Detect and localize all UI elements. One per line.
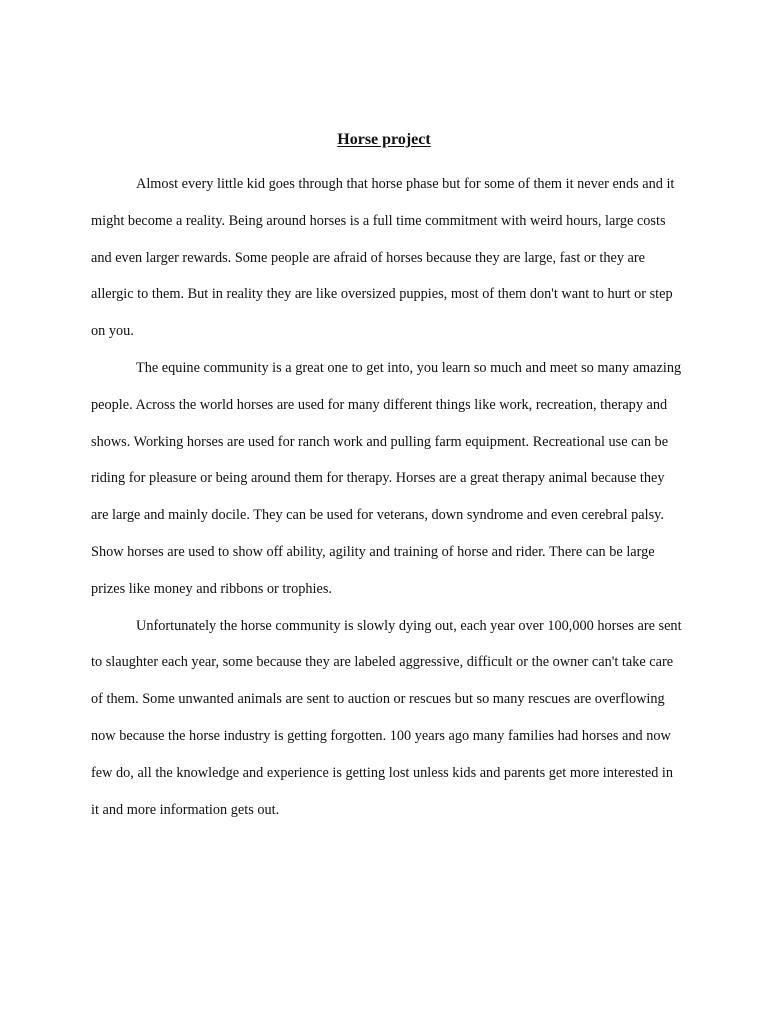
paragraph-2: The equine community is a great one to get into, you learn so much and meet so many amazing people. Across the world horses are used for many different things like work, recreation, therapy and shows. Working horses are used for ranch work and pulling farm equipment. Recreational use can be riding for pleasure or being around them for therapy. Horses are a great therapy animal because they are large and mainly docile. They can be used for veterans, down syndrome and even cerebral palsy. Show horses are used to show off ability, agility and training of horse and rider. There can be large prizes like money and ribbons or trophies.: [91, 359, 682, 597]
document-body: [91, 166, 683, 828]
paragraph-1: Almost every little kid goes through that horse phase but for some of them it never ends and it might become a reality. Being around horses is a full time commitment with weird hours, large costs and even larger rewards. Some people are afraid of horses because they are large, fast or they are allergic to them. But in reality they are like oversized puppies, most of them don't want to hurt or step on you.: [91, 176, 675, 340]
paragraph-3: Unfortunately the horse community is slowly dying out, each year over 100,000 horses are sent to slaughter each year, some because they are labeled aggressive, difficult or the owner can't take care of them. Some unwanted animals are sent to auction or rescues but so many rescues are overflowing now because the horse industry is getting forgotten. 100 years ago many families had horses and now few do, all the knowledge and experience is getting lost unless kids and parents get more interested in it and more information gets out.: [91, 617, 682, 818]
document-title: Horse project: [337, 131, 431, 148]
